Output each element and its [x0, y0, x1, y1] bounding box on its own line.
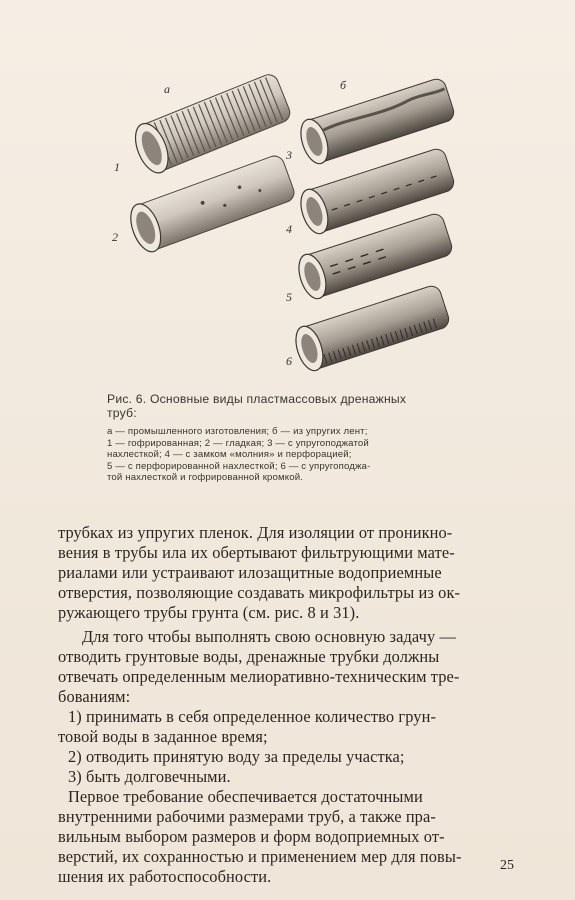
pipe-label-5: 5: [286, 290, 292, 304]
text-line: Для того чтобы выполнять свою основную задачу —: [82, 627, 456, 646]
panel-label-b: б: [340, 78, 347, 92]
text-line: отверстия, позволяющие создавать микрофильтры из ок-: [58, 583, 461, 602]
text-line: бованиям:: [58, 687, 131, 706]
text-line: отвечать определенным мелиоративно-техническим тре-: [58, 667, 460, 686]
text-line: ружающего трубы грунта (см. рис. 8 и 31).: [58, 603, 360, 622]
pipe-label-6: 6: [286, 354, 292, 368]
text-line: отводить грунтовые воды, дренажные трубки должны: [58, 647, 440, 666]
caption-legend-line: а — промышленного изготовления; б — из упругих лент;: [107, 426, 368, 437]
caption-legend-line: той нахлесткой и гофрированной кромкой.: [107, 472, 304, 483]
text-line: внутренними рабочими размерами труб, а также пра-: [58, 807, 436, 826]
pipe-label-1: 1: [114, 160, 120, 174]
caption-title: [107, 392, 457, 420]
caption-legend: [107, 426, 457, 484]
text-line: Первое требование обеспечивается достаточными: [68, 787, 423, 806]
requirement-1: 1) принимать в себя определенное количество грун-: [68, 707, 437, 726]
page-number: 25: [500, 858, 514, 873]
pipe-label-3: 3: [286, 148, 292, 162]
requirement-2: 2) отводить принятую воду за пределы участка;: [68, 747, 405, 766]
text-line: трубках из упругих пленок. Для изоляции от проникно-: [58, 523, 453, 542]
caption-legend-line: нахлесткой; 4 — с замком «молния» и перфорацией;: [107, 449, 352, 460]
caption-title-line: труб:: [107, 406, 137, 420]
caption-title-line: Рис. 6. Основные виды пластмассовых дренажных: [107, 392, 407, 406]
body-text: [58, 523, 528, 887]
text-line: шения их работоспособности.: [58, 867, 272, 886]
text-line: вильным выбором размеров и форм водоприемных от-: [58, 827, 445, 846]
text-line: вения в трубы ила их обертывают фильтрующими мате-: [58, 543, 455, 562]
pipe-label-4: 4: [286, 222, 292, 236]
figure-caption: [107, 392, 457, 484]
requirement-3: 3) быть долговечными.: [68, 767, 231, 786]
pipe-label-2: 2: [112, 230, 118, 244]
text-line: товой воды в заданное время;: [58, 727, 268, 746]
text-line: верстий, их сохранностью и применением мер для повы-: [58, 847, 462, 866]
caption-legend-line: 1 — гофрированная; 2 — гладкая; 3 — с упругоподжатой: [107, 437, 369, 449]
caption-legend-line: 5 — с перфорированной нахлесткой; 6 — с упругоподжа-: [107, 460, 371, 472]
figure-drainage-pipes: [100, 68, 480, 378]
panel-label-a: а: [164, 82, 170, 96]
text-line: риалами или устраивают илозащитные водоприемные: [58, 563, 442, 582]
